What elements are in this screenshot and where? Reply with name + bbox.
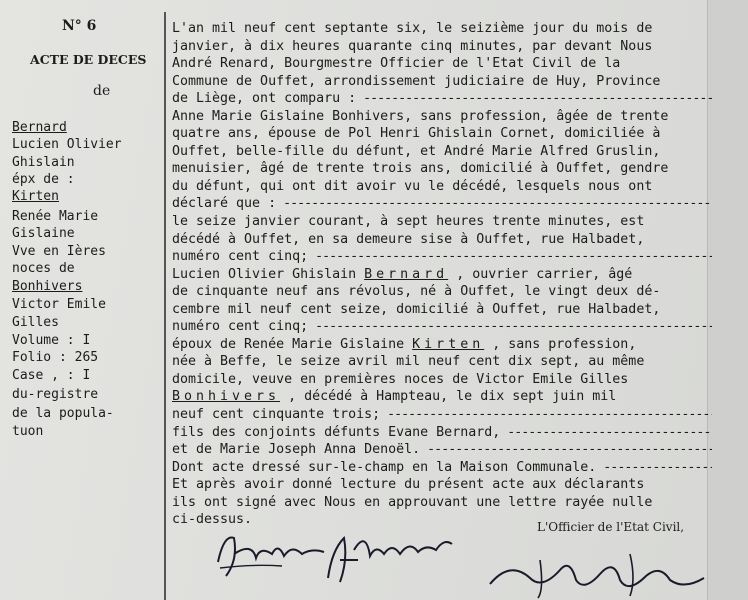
act-line: Et après avoir donné lecture du présent acte aux déclarants (172, 477, 645, 493)
signature-declarant-1 (212, 524, 332, 584)
act-line: née à Beffe, le seize avril mil neuf cent dix sept, au même (172, 354, 645, 370)
signature-declarant-2 (318, 520, 458, 590)
margin-field: Ghislain (12, 155, 75, 170)
margin-field: Bernard (12, 120, 67, 135)
act-line: de cinquante neuf ans révolus, né à Ouffet, le vingt deux dé- (172, 284, 661, 300)
margin-field: Renée Marie (12, 209, 99, 224)
act-line: déclaré que : ----- (172, 195, 712, 213)
margin-field: noces de (12, 261, 75, 276)
act-line: de Liège, ont comparu : ----- (172, 90, 712, 108)
column-divider (164, 12, 166, 600)
act-line: André Renard, Bourgmestre Officier de l'Etat Civil de la (172, 56, 621, 72)
act-line: numéro cent cinq; ----- (172, 318, 712, 336)
act-line: époux de Renée Marie Gislaine Kirten , sans profession, (172, 336, 637, 352)
act-line: quatre ans, épouse de Pol Henri Ghislain Cornet, domiciliée à (172, 126, 661, 142)
act-line: ci-dessus. (172, 512, 253, 528)
margin-field: Case , : I (12, 368, 91, 383)
act-line: cembre mil neuf cent seize, domicilié à Ouffet, rue Halbadet, (172, 301, 661, 317)
act-line: numéro cent cinq; ----- (172, 248, 712, 266)
margin-field: du-registre (12, 387, 99, 402)
officer-label: L'Officier de l'Etat Civil, (537, 520, 685, 534)
act-line: Ouffet, belle-fille du défunt, et André Marie Alfred Gruslin, (172, 143, 661, 159)
margin-field: de la popula- (12, 406, 114, 421)
margin-field: Lucien Olivier (12, 137, 122, 152)
margin-field: Kirten (12, 189, 59, 204)
margin-field: Victor Emile (12, 297, 106, 312)
act-line: et de Marie Joseph Anna Denoël. ----- (172, 441, 712, 459)
act-line: du défunt, qui ont dit avoir vu le décédé, lesquels nous ont (172, 178, 653, 194)
signature-officer (480, 540, 710, 600)
act-line: domicile, veuve en premières noces de Victor Emile Gilles (172, 371, 629, 387)
margin-field: Bonhivers (12, 279, 83, 294)
act-line: neuf cent cinquante trois; ----- (172, 406, 712, 424)
margin-field: Gislaine (12, 226, 75, 241)
act-line: Dont acte dressé sur-le-champ en la Maison Communale. ----- (172, 459, 712, 477)
act-line: décédé à Ouffet, en sa demeure sise à Ouffet, rue Halbadet, (172, 231, 645, 247)
act-line: janvier, à dix heures quarante cinq minutes, par devant Nous (172, 38, 653, 54)
act-line: ils ont signé avec Nous en approuvant une lettre rayée nulle (172, 494, 653, 510)
margin-field: Vve en Ières (12, 244, 106, 259)
margin-field: Folio : 265 (12, 350, 99, 365)
margin-field: épx de : (12, 172, 75, 187)
margin-field: Volume : I (12, 333, 91, 348)
act-line: le seize janvier courant, à sept heures trente minutes, est (172, 214, 645, 230)
act-line: L'an mil neuf cent septante six, le seizième jour du mois de (172, 21, 653, 36)
margin-field: tuon (12, 424, 44, 439)
act-line: Bonhivers , décédé à Hampteau, le dix sept juin mil (172, 389, 617, 405)
act-line: Anne Marie Gislaine Bonhivers, sans profession, âgée de trente (172, 108, 669, 124)
act-line: Commune de Ouffet, arrondissement judiciaire de Huy, Province (172, 73, 661, 89)
act-text (172, 20, 712, 529)
deed-of-label: de (93, 83, 111, 99)
adjacent-page-edge (707, 0, 748, 600)
deed-type: ACTE DE DECES (30, 52, 147, 67)
act-line: Lucien Olivier Ghislain Bernard , ouvrier carrier, âgé (172, 266, 633, 282)
margin-field: Gilles (12, 315, 59, 330)
deed-number: N° 6 (62, 18, 97, 34)
act-line: menuisier, âgé de trente trois ans, domicilié à Ouffet, gendre (172, 161, 669, 177)
act-line: fils des conjoints défunts Evane Bernard, ----- (172, 424, 712, 442)
